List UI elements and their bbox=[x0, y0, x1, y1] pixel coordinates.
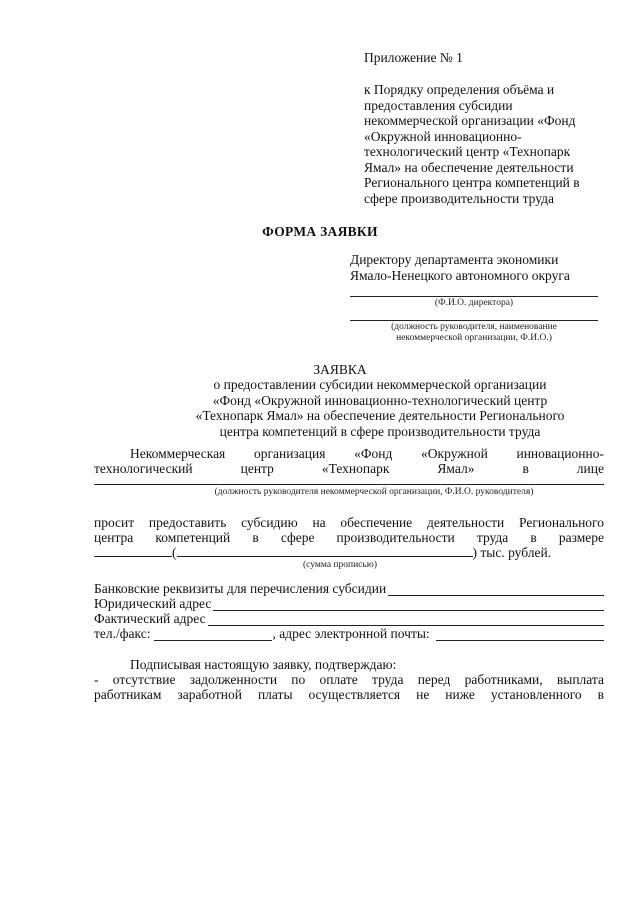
org-line-1: Некоммерческая организация «Фонд «Окружной инновационно- bbox=[130, 446, 604, 461]
phone-label: тел./факс: bbox=[94, 626, 151, 641]
addressee-line: Ямало-Ненецкого автономного округа bbox=[350, 268, 570, 283]
actual-address-field[interactable] bbox=[208, 614, 604, 626]
email-field[interactable] bbox=[436, 629, 604, 641]
legal-address-row bbox=[94, 596, 604, 611]
phone-field[interactable] bbox=[154, 629, 272, 641]
subtitle-line: «Технопарк Ямал» на обеспечение деятельности Регионального bbox=[195, 408, 565, 423]
director-name-field[interactable] bbox=[350, 296, 598, 297]
amount-line bbox=[94, 545, 551, 560]
form-title: ФОРМА ЗАЯВКИ bbox=[262, 224, 378, 239]
head-name-field[interactable] bbox=[94, 484, 604, 485]
confirmation-line-2: работникам заработной платы осуществляется не ниже установленного в bbox=[94, 687, 604, 702]
request-line-1: просит предоставить субсидию на обеспечение деятельности Регионального bbox=[94, 515, 604, 530]
appendix-title: Приложение № 1 bbox=[364, 50, 463, 65]
amount-words-field[interactable] bbox=[177, 545, 473, 557]
application-subtitle bbox=[100, 377, 640, 439]
appendix-line: к Порядку определения объёма и bbox=[364, 82, 555, 97]
appendix-line: Регионального центра компетенций в bbox=[364, 175, 580, 190]
applicant-caption-2: некоммерческой организации, Ф.И.О.) bbox=[396, 333, 552, 343]
applicant-field[interactable] bbox=[350, 320, 598, 321]
appendix-line: некоммерческой организации «Фонд bbox=[364, 113, 576, 128]
confirmation-line-1: - отсутствие задолженности по оплате труда перед работниками, выплата bbox=[94, 672, 604, 687]
addressee-block bbox=[350, 252, 610, 284]
subtitle-line: «Фонд «Окружной инновационно-технологический центр bbox=[212, 392, 548, 408]
email-label: , адрес электронной почты: bbox=[272, 626, 430, 641]
contact-row bbox=[94, 626, 604, 641]
appendix-line: «Окружной инновационно- bbox=[364, 128, 522, 144]
head-caption: (должность руководителя некоммерческой организации, Ф.И.О. руководителя) bbox=[214, 487, 534, 497]
appendix-line: технологический центр «Технопарк bbox=[364, 144, 571, 159]
actual-label: Фактический адрес bbox=[94, 611, 206, 626]
amount-caption: (сумма прописью) bbox=[303, 560, 377, 570]
application-title: ЗАЯВКА bbox=[313, 362, 367, 377]
bank-details-field[interactable] bbox=[388, 584, 604, 596]
actual-address-row bbox=[94, 611, 604, 626]
addressee-line: Директору департамента экономики bbox=[350, 252, 559, 267]
appendix-text bbox=[364, 82, 624, 206]
appendix-line: Ямал» на обеспечение деятельности bbox=[364, 159, 574, 175]
legal-address-field[interactable] bbox=[213, 599, 604, 611]
amount-number-field[interactable] bbox=[94, 545, 172, 557]
confirmation-intro: Подписывая настоящую заявку, подтверждаю: bbox=[130, 657, 397, 672]
appendix-line: сфере производительности труда bbox=[364, 190, 555, 206]
legal-label: Юридический адрес bbox=[94, 596, 212, 611]
amount-close: ) тыс. рублей. bbox=[472, 545, 552, 560]
director-caption: (Ф.И.О. директора) bbox=[434, 298, 514, 308]
org-line-2: технологический центр «Технопарк Ямал» в лице bbox=[94, 461, 604, 476]
subtitle-line: о предоставлении субсидии некоммерческой организации bbox=[213, 377, 547, 392]
amount-open: ( bbox=[172, 545, 177, 560]
request-line-2: центра компетенций в сфере производительности труда в размере bbox=[94, 530, 604, 545]
bank-details-row bbox=[94, 581, 604, 596]
applicant-caption-1: (должность руководителя, наименование bbox=[391, 322, 557, 332]
subtitle-line: центра компетенций в сфере производительности труда bbox=[219, 423, 541, 439]
bank-label: Банковские реквизиты для перечисления субсидии bbox=[94, 581, 387, 596]
appendix-line: предоставления субсидии bbox=[364, 97, 513, 113]
